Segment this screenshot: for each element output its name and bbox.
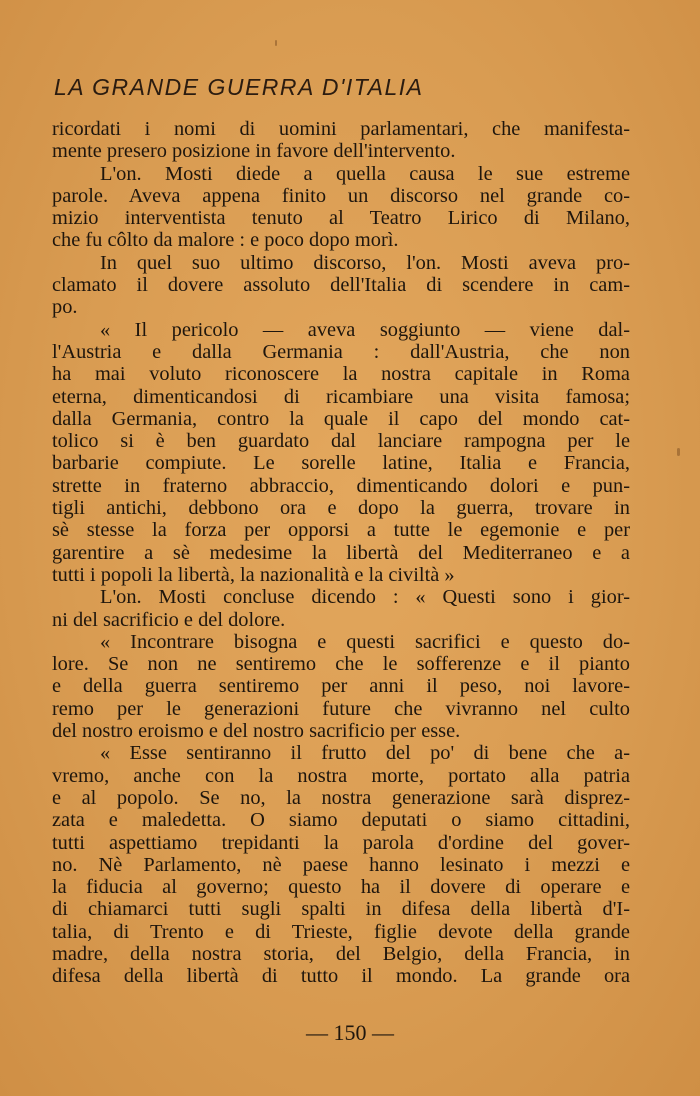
text-line: ricordati i nomi di uomini parlamentari, che manifesta-: [52, 118, 630, 140]
text-line: di chiamarci tutti sugli spalti in difesa della libertà d'I-: [52, 898, 630, 921]
text-line: madre, della nostra storia, del Belgio, della Francia, in: [52, 942, 630, 965]
text-line: no. Nè Parlamento, nè paese hanno lesinato i mezzi e: [52, 853, 630, 876]
text-line: vremo, anche con la nostra morte, portato alla patria: [52, 764, 630, 787]
text-line: remo per le generazioni future che vivranno nel culto: [52, 697, 630, 720]
text-line: ha mai voluto riconoscere la nostra capitale in Roma: [52, 363, 630, 386]
text-line: tutti i popoli la libertà, la nazionalità e la civiltà »: [52, 563, 455, 586]
paper-speck: [275, 40, 277, 46]
text-line: mente presero posizione in favore dell'intervento.: [52, 140, 456, 163]
text-line: l'Austria e dalla Germania : dall'Austria, che non: [52, 340, 630, 363]
text-line: sè stesse la forza per opporsi a tutte le egemonie e per: [52, 519, 630, 542]
text-line: « Il pericolo — aveva soggiunto — viene dal-: [100, 318, 630, 341]
text-line: e della guerra sentiremo per anni il peso, noi lavore-: [52, 675, 630, 698]
text-line: difesa della libertà di tutto il mondo. La grande ora: [52, 965, 630, 988]
text-line: « Incontrare bisogna e questi sacrifici e questo do-: [100, 630, 630, 653]
text-line: L'on. Mosti concluse dicendo : « Questi sono i gior-: [100, 586, 630, 609]
text-line: la fiducia al governo; questo ha il dovere di operare e: [52, 876, 630, 899]
text-line: strette in fraterno abbraccio, dimenticando dolori e pun-: [52, 474, 630, 497]
text-line: che fu côlto da malore : e poco dopo morì.: [52, 229, 399, 252]
text-line: L'on. Mosti diede a quella causa le sue estreme: [100, 162, 630, 185]
text-line: « Esse sentiranno il frutto del po' di bene che a-: [100, 742, 630, 765]
page-number: — 150 —: [306, 1020, 394, 1045]
body-text: [52, 118, 630, 988]
text-line: dalla Germania, contro la quale il capo del mondo cat-: [52, 407, 630, 430]
text-line: e al popolo. Se no, la nostra generazione sarà disprez-: [52, 786, 630, 809]
text-line: tutti aspettiamo trepidanti la parola d'ordine del gover-: [52, 831, 630, 854]
text-line: zata e maledetta. O siamo deputati o siamo cittadini,: [52, 809, 630, 832]
text-line: ni del sacrificio e del dolore.: [52, 608, 286, 631]
text-line: po.: [52, 296, 78, 319]
text-line: In quel suo ultimo discorso, l'on. Mosti aveva pro-: [100, 251, 630, 274]
text-line: tolico si è ben guardato dal lanciare rampogna per le: [52, 430, 630, 453]
text-line: garentire a sè medesime la libertà del Mediterraneo e a: [52, 541, 630, 564]
text-line: mizio interventista tenuto al Teatro Lirico di Milano,: [52, 207, 630, 230]
text-line: eterna, dimenticandosi di ricambiare una visita famosa;: [52, 385, 630, 408]
text-line: parole. Aveva appena finito un discorso nel grande co-: [52, 184, 630, 207]
text-line: tigli antichi, debbono ora e dopo la guerra, trovare in: [52, 497, 630, 520]
text-line: barbarie compiute. Le sorelle latine, Italia e Francia,: [52, 452, 630, 475]
text-line: del nostro eroismo e del nostro sacrificio per esse.: [52, 720, 461, 743]
text-line: talia, di Trento e di Trieste, figlie devote della grande: [52, 920, 630, 943]
text-line: lore. Se non ne sentiremo che le sofferenze e il pianto: [52, 653, 630, 676]
paper-speck: [677, 448, 680, 456]
text-line: clamato il dovere assoluto dell'Italia di scendere in cam-: [52, 274, 630, 297]
running-head: LA GRANDE GUERRA D'ITALIA: [54, 74, 424, 100]
